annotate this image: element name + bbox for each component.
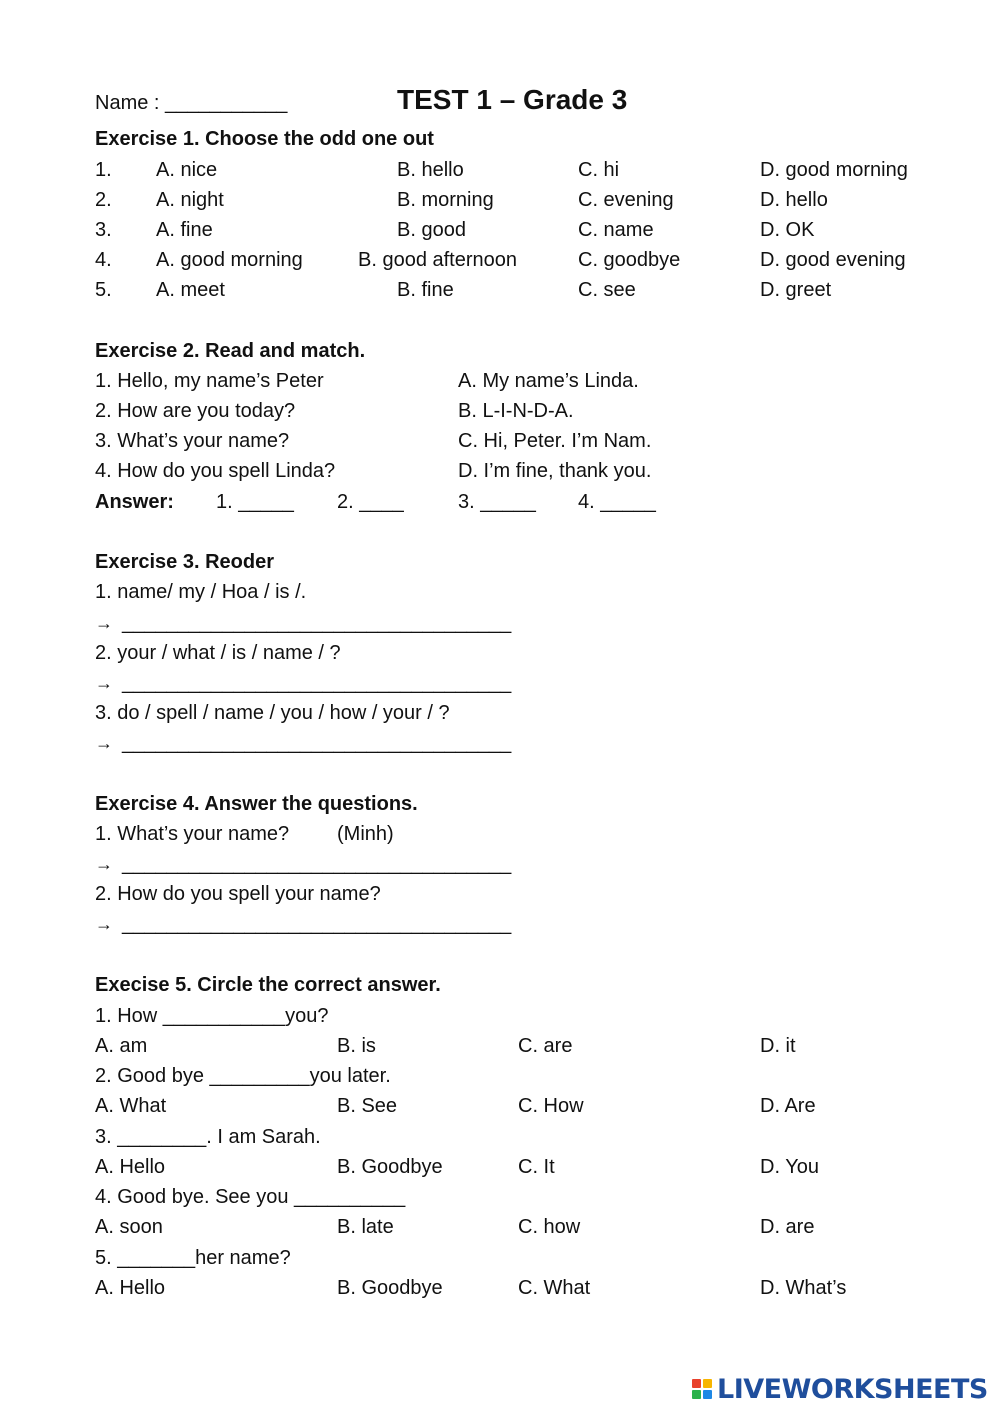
page-title: TEST 1 – Grade 3 [397, 84, 628, 115]
exercise-1-title: Exercise 1. Choose the odd one out [95, 128, 434, 150]
logo-tile [703, 1379, 712, 1388]
ex1-option[interactable]: C. hi [578, 159, 620, 181]
ex1-option[interactable]: B. morning [397, 189, 494, 211]
ex2-answer-blank[interactable]: 2. ____ [337, 491, 404, 513]
arrow-icon: → [95, 613, 113, 633]
ex5-option[interactable]: C. are [518, 1035, 573, 1057]
ex1-option[interactable]: B. hello [397, 159, 464, 181]
ex2-answer-label: Answer: [95, 491, 174, 513]
arrow-icon: → [95, 733, 113, 753]
ex5-option[interactable]: D. You [760, 1156, 819, 1178]
exercise-3-title: Exercise 3. Reoder [95, 551, 274, 573]
ex1-option[interactable]: A. meet [156, 279, 225, 301]
ex5-option[interactable]: D. What’s [760, 1277, 847, 1299]
exercise-4-title: Exercise 4. Answer the questions. [95, 793, 418, 815]
ex1-option[interactable]: B. good [397, 219, 466, 241]
ex1-row-number: 3. [95, 219, 112, 241]
ex2-answer-option: B. L-I-N-D-A. [458, 400, 574, 422]
ex5-question: 5. _______her name? [95, 1247, 291, 1269]
ex3-prompt: 3. do / spell / name / you / how / your / ? [95, 702, 450, 724]
exercise-2-title: Exercise 2. Read and match. [95, 340, 366, 362]
ex5-question: 2. Good bye _________you later. [95, 1065, 391, 1087]
logo-tile [703, 1390, 712, 1399]
arrow-icon: → [95, 673, 113, 693]
ex5-question: 1. How ___________you? [95, 1005, 329, 1027]
logo-tile [692, 1390, 701, 1399]
arrow-icon: → [95, 914, 113, 934]
ex1-option[interactable]: A. night [156, 189, 224, 211]
ex4-answer-line[interactable]: ___________________________________ [122, 913, 512, 935]
ex3-prompt: 1. name/ my / Hoa / is /. [95, 581, 307, 603]
ex2-answer-option: A. My name’s Linda. [458, 370, 639, 392]
ex2-question: 3. What’s your name? [95, 430, 290, 452]
ex4-answer-line[interactable]: ___________________________________ [122, 853, 512, 875]
logo-tile [692, 1379, 701, 1388]
ex1-option[interactable]: D. hello [760, 189, 828, 211]
logo-wordmark: LIVEWORKSHEETS [717, 1373, 988, 1405]
ex1-option[interactable]: C. name [578, 219, 654, 241]
exercise-5-title: Execise 5. Circle the correct answer. [95, 974, 441, 996]
arrow-icon: → [95, 854, 113, 874]
ex1-row-number: 1. [95, 159, 112, 181]
ex1-option[interactable]: C. see [578, 279, 636, 301]
ex1-option[interactable]: C. evening [578, 189, 674, 211]
ex1-option[interactable]: C. goodbye [578, 249, 681, 271]
ex2-answer-option: D. I’m fine, thank you. [458, 460, 652, 482]
ex5-option[interactable]: A. am [95, 1035, 148, 1057]
ex5-option[interactable]: A. Hello [95, 1277, 166, 1299]
ex5-option[interactable]: C. how [518, 1216, 581, 1238]
ex1-row-number: 5. [95, 279, 112, 301]
ex5-option[interactable]: B. is [337, 1035, 376, 1057]
ex5-option[interactable]: B. late [337, 1216, 394, 1238]
ex2-question: 1. Hello, my name’s Peter [95, 370, 324, 392]
ex1-option[interactable]: D. OK [760, 219, 815, 241]
ex5-option[interactable]: A. What [95, 1095, 167, 1117]
ex5-option[interactable]: C. It [518, 1156, 555, 1178]
ex1-row-number: 2. [95, 189, 112, 211]
ex2-answer-blank[interactable]: 4. _____ [578, 491, 656, 513]
ex1-row-number: 4. [95, 249, 112, 271]
ex1-option[interactable]: D. greet [760, 279, 832, 301]
ex1-option[interactable]: B. fine [397, 279, 454, 301]
ex4-question: 1. What’s your name? [95, 823, 290, 845]
ex5-option[interactable]: C. What [518, 1277, 591, 1299]
ex2-answer-blank[interactable]: 3. _____ [458, 491, 536, 513]
ex5-option[interactable]: B. See [337, 1095, 398, 1117]
ex5-question: 3. ________. I am Sarah. [95, 1126, 321, 1148]
ex2-answer-option: C. Hi, Peter. I’m Nam. [458, 430, 652, 452]
ex2-question: 4. How do you spell Linda? [95, 460, 336, 482]
ex5-option[interactable]: D. Are [760, 1095, 816, 1117]
ex5-option[interactable]: D. are [760, 1216, 815, 1238]
ex4-hint: (Minh) [337, 823, 394, 845]
ex5-option[interactable]: A. soon [95, 1216, 163, 1238]
liveworksheets-logo [692, 1373, 988, 1405]
ex3-answer-line[interactable]: ___________________________________ [122, 672, 512, 694]
ex1-option[interactable]: A. nice [156, 159, 218, 181]
name-field-label: Name : ___________ [95, 92, 288, 114]
ex1-option[interactable]: D. good evening [760, 249, 906, 271]
ex5-option[interactable]: C. How [518, 1095, 584, 1117]
ex3-prompt: 2. your / what / is / name / ? [95, 642, 341, 664]
ex5-option[interactable]: B. Goodbye [337, 1156, 443, 1178]
ex1-option[interactable]: A. good morning [156, 249, 303, 271]
ex1-option[interactable]: B. good afternoon [358, 249, 518, 271]
ex5-option[interactable]: D. it [760, 1035, 796, 1057]
ex5-option[interactable]: B. Goodbye [337, 1277, 443, 1299]
ex5-question: 4. Good bye. See you __________ [95, 1186, 406, 1208]
ex1-option[interactable]: D. good morning [760, 159, 908, 181]
ex5-option[interactable]: A. Hello [95, 1156, 166, 1178]
ex3-answer-line[interactable]: ___________________________________ [122, 612, 512, 634]
ex2-answer-blank[interactable]: 1. _____ [216, 491, 294, 513]
liveworksheets-logo-icon [692, 1379, 712, 1399]
ex3-answer-line[interactable]: ___________________________________ [122, 732, 512, 754]
ex2-question: 2. How are you today? [95, 400, 296, 422]
ex4-question: 2. How do you spell your name? [95, 883, 381, 905]
ex1-option[interactable]: A. fine [156, 219, 213, 241]
